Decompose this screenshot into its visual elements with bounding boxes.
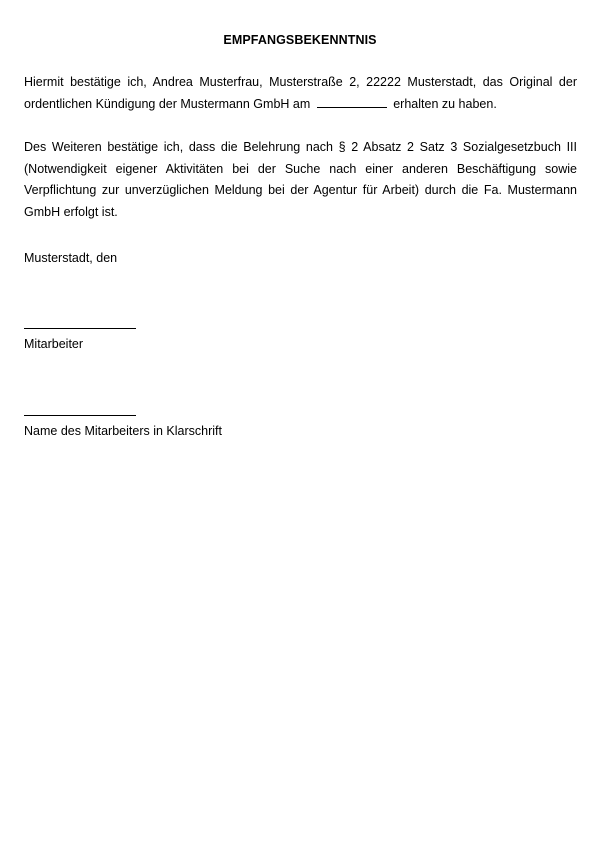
employee-signature-label: Mitarbeiter [24, 337, 84, 351]
employee-signature-line [24, 328, 136, 329]
instruction-paragraph: Des Weiteren bestätige ich, dass die Belehrung nach § 2 Absatz 2 Satz 3 Sozialgesetzbuch III (Notwendigkeit eigener Aktivitäten bei der Suche nach einer anderen Beschäftigung sowie Verpflichtung zur unverzüglichen Meldung bei der Agentur für Arbeit) durch die Fa. Mustermann GmbH erfolgt ist. [24, 140, 577, 219]
confirmation-paragraph [24, 72, 577, 115]
date-blank-line [317, 106, 387, 108]
place-date-label: Musterstadt, den [24, 251, 118, 265]
employee-name-line [24, 415, 136, 416]
confirmation-text-start: Hiermit bestätige ich, Andrea Musterfrau, Musterstraße 2, 22222 Musterstadt, das Original der ordentlichen Kündigung der Mustermann GmbH am [24, 75, 577, 111]
employee-name-label: Name des Mitarbeiters in Klarschrift [24, 424, 222, 438]
confirmation-text-end: erhalten zu haben. [393, 96, 497, 111]
document-title: EMPFANGSBEKENNTNIS [223, 33, 377, 47]
